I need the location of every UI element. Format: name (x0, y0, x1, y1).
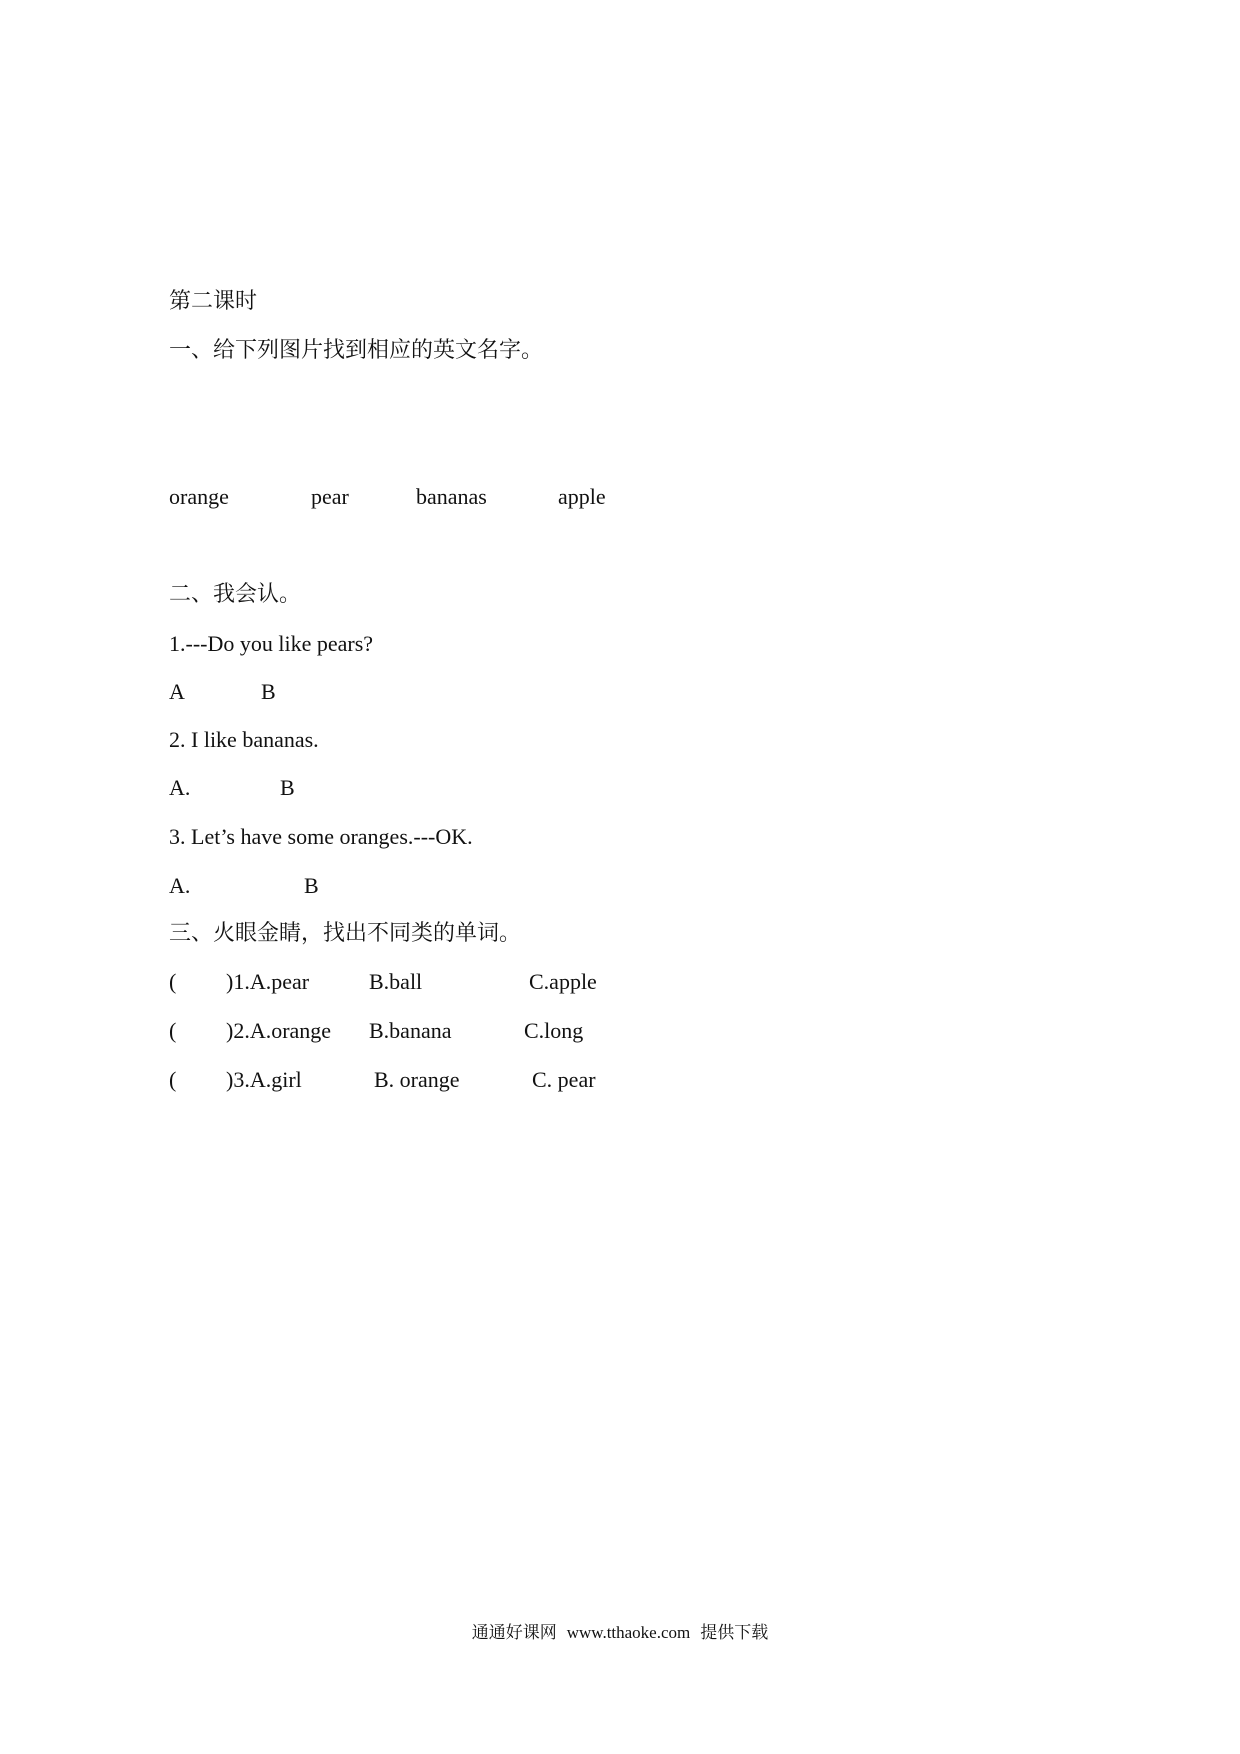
word-bananas: bananas (416, 484, 487, 509)
item2-option-c: C.long (524, 1018, 584, 1043)
question-1: 1.---Do you like pears? (169, 631, 374, 656)
answer-paren: ( (169, 969, 177, 994)
item3-option-c: C. pear (532, 1067, 596, 1092)
q3-option-b: B (304, 873, 319, 898)
item2-option-b: B.banana (369, 1018, 452, 1043)
section2-heading: 二、我会认。 (169, 582, 302, 607)
section1-heading: 一、给下列图片找到相应的英文名字。 (169, 338, 544, 363)
page-footer (0, 1622, 1240, 1644)
item1-option-b: B.ball (369, 969, 423, 994)
question-2: 2. I like bananas. (169, 727, 319, 752)
q1-option-a: A (169, 679, 185, 704)
answer-paren: ( (169, 1018, 177, 1043)
item1-option-a: )1.A.pear (226, 969, 310, 994)
q2-option-b: B (280, 775, 295, 800)
item3-option-a: )3.A.girl (226, 1067, 302, 1092)
question-3: 3. Let’s have some oranges.---OK. (169, 824, 473, 849)
footer-site-name: 通通好课网 (471, 1623, 557, 1643)
item3-option-b: B. orange (374, 1067, 460, 1092)
section3-heading: 三、火眼金睛，找出不同类的单词。 (169, 921, 522, 946)
word-apple: apple (558, 484, 606, 509)
lesson-title: 第二课时 (169, 289, 258, 314)
footer-tail: 提供下载 (700, 1623, 769, 1643)
q2-option-a: A. (169, 775, 191, 800)
item2-option-a: )2.A.orange (226, 1018, 332, 1043)
q1-option-b: B (261, 679, 276, 704)
word-pear: pear (311, 484, 349, 509)
footer-url[interactable]: www.tthaoke.com (566, 1623, 691, 1642)
word-orange: orange (169, 484, 229, 509)
item1-option-c: C.apple (529, 969, 597, 994)
q3-option-a: A. (169, 873, 191, 898)
answer-paren: ( (169, 1067, 177, 1092)
